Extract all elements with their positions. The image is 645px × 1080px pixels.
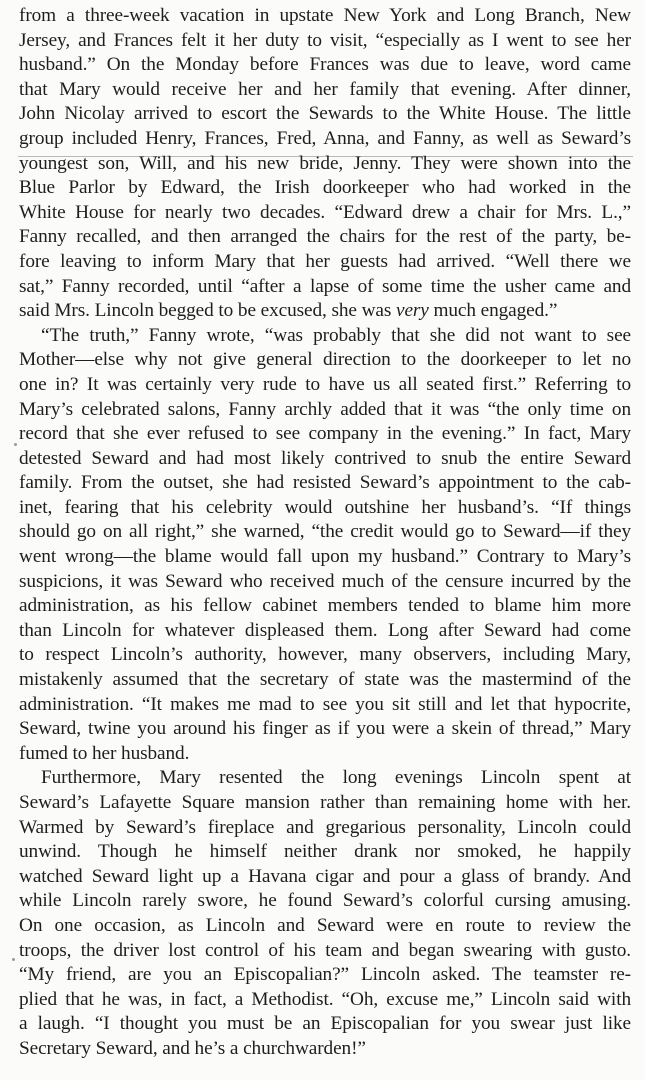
text-line: Jersey, and Frances felt it her duty to visit, “especially as I went to see her [19, 29, 631, 51]
text-line: troops, the driver lost control of his team and began swearing with gusto. [19, 939, 631, 961]
text-line: Secretary Seward, and he’s a churchwarden!” [19, 1037, 366, 1059]
scan-speck [12, 958, 15, 961]
text-line: inet, fearing that his celebrity would outshine her husband’s. “If things [19, 496, 631, 518]
text-line: detested Seward and had most likely contrived to snub the entire Seward [19, 447, 631, 469]
text-line: fumed to her husband. [19, 742, 190, 764]
text-line: Seward’s Lafayette Square mansion rather than remaining home with her. [19, 792, 631, 813]
text-line: suspicions, it was Seward who received much of the censure incurred by the [19, 570, 631, 592]
text-line: administration. “It makes me mad to see you sit still and let that hypocrite, [19, 693, 631, 715]
paragraph-3 [19, 766, 631, 1061]
paragraph-2 [19, 324, 631, 767]
text-line: “The truth,” Fanny wrote, “was probably that she did not want to see [41, 324, 631, 346]
text-line: said Mrs. Lincoln begged to be excused, she was very much engaged.” [19, 300, 558, 322]
text-line: mistakenly assumed that the secretary of state was the mastermind of the [19, 669, 631, 691]
text-line: Fanny recalled, and then arranged the chairs for the rest of the party, be- [19, 226, 631, 248]
text-line: Warmed by Seward’s fireplace and gregarious personality, Lincoln could [19, 816, 631, 838]
text-line: Mother—else why not give general direction to the doorkeeper to let no [19, 349, 631, 371]
text-line: husband.” On the Monday before Frances was due to leave, word came [19, 54, 631, 76]
text-line: family. From the outset, she had resisted Seward’s appointment to the cab- [19, 472, 631, 494]
text-line: plied that he was, in fact, a Methodist. “Oh, excuse me,” Lincoln said with [19, 988, 631, 1010]
text-line: group included Henry, Frances, Fred, Anna, and Fanny, as well as Seward’s [19, 127, 631, 149]
emphasis: very [395, 300, 429, 322]
text-line: a laugh. “I thought you must be an Episcopalian for you swear just like [19, 1013, 631, 1035]
text-line: sat,” Fanny recorded, until “after a lapse of some time the usher came and [19, 275, 631, 297]
text-line: than Lincoln for whatever displeased them. Long after Seward had come [19, 619, 631, 641]
text-line: On one occasion, as Lincoln and Seward were en route to review the [19, 914, 631, 936]
scan-speck [14, 443, 17, 446]
text-line: Mary’s celebrated salons, Fanny archly added that it was “the only time on [19, 398, 631, 420]
text-line: record that she ever refused to see company in the evening.” In fact, Mary [19, 423, 631, 445]
text-line: unwind. Though he himself neither drank nor smoked, he happily [19, 841, 631, 863]
text-line: Seward, twine you around his finger as if you were a skein of thread,” Mary [19, 718, 631, 740]
text-line: White House for nearly two decades. “Edward drew a chair for Mrs. L.,” [19, 201, 631, 223]
text-line: John Nicolay arrived to escort the Sewards to the White House. The little [19, 103, 631, 125]
text-line: watched Seward light up a Havana cigar and pour a glass of brandy. And [19, 865, 631, 887]
paragraph-1 [19, 4, 631, 324]
text-line: should go on all right,” she warned, “the credit would go to Seward—if they [19, 521, 631, 543]
text-line: went wrong—the blame would fall upon my husband.” Contrary to Mary’s [19, 546, 631, 568]
text-line: to respect Lincoln’s authority, however, many observers, including Mary, [19, 644, 631, 666]
body-text [19, 4, 631, 1062]
text-line: youngest son, Will, and his new bride, Jenny. They were shown into the [19, 152, 631, 174]
text-line: “My friend, are you an Episcopalian?” Lincoln asked. The teamster re- [19, 964, 631, 986]
text-line: Blue Parlor by Edward, the Irish doorkeeper who had worked in the [19, 177, 631, 199]
text-line: administration, as his fellow cabinet members tended to blame him more [19, 595, 631, 617]
text-line: while Lincoln rarely swore, he found Seward’s colorful cursing amusing. [19, 890, 631, 912]
text-line: Furthermore, Mary resented the long evenings Lincoln spent at [41, 767, 631, 789]
text-line: one in? It was certainly very rude to have us all seated first.” Referring to [19, 373, 631, 395]
text-line: fore leaving to inform Mary that her guests had arrived. “Well there we [19, 250, 631, 272]
text-line: that Mary would receive her and her family that evening. After dinner, [19, 78, 631, 100]
text-line: from a three-week vacation in upstate New York and Long Branch, New [19, 5, 631, 26]
